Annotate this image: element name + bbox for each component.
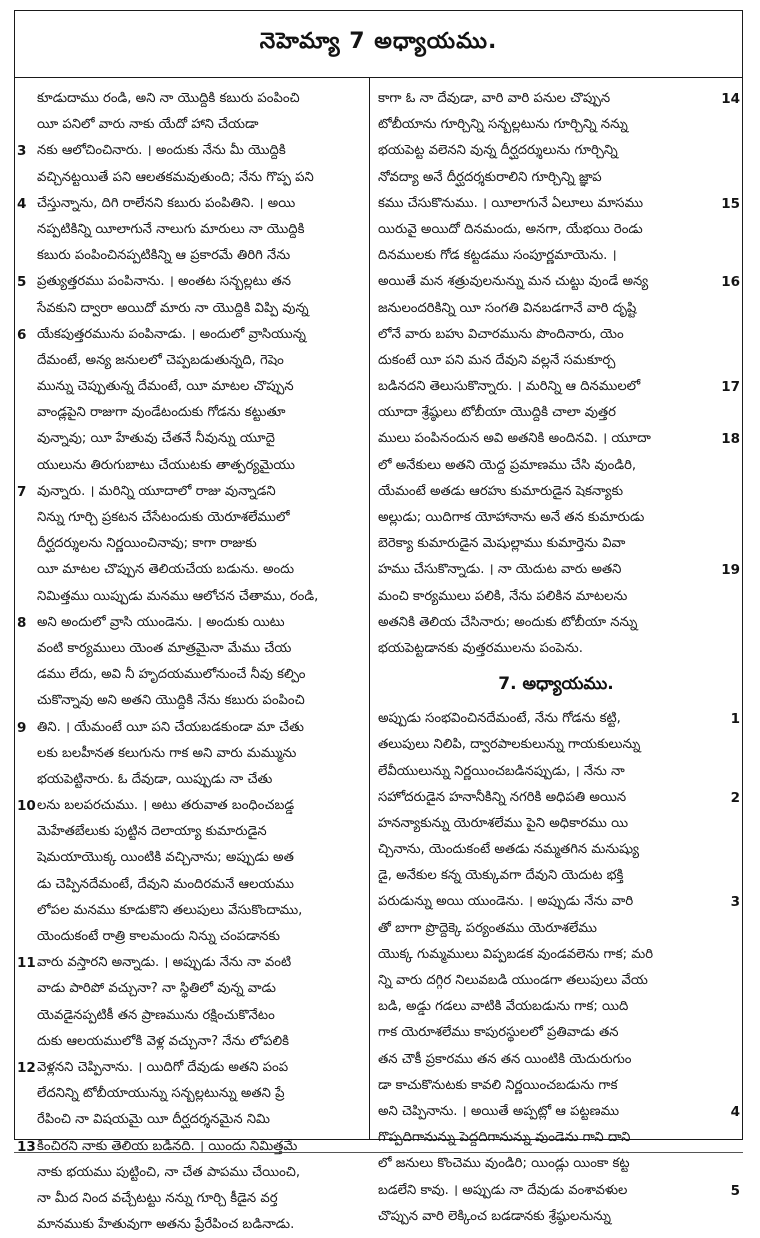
line-text: లోనే వారు బహు విచారమును పొందినారు, యెం xyxy=(378,326,624,342)
verse-number: 13 xyxy=(17,1138,36,1155)
right-column xyxy=(370,78,742,1224)
text-line xyxy=(370,732,742,758)
text-line xyxy=(370,322,742,348)
text-line xyxy=(370,811,742,837)
text-line xyxy=(370,706,742,732)
text-line xyxy=(370,1020,742,1046)
line-text: లో అనేకులు అతని యెద్ద ప్రమాణము చేసి వుండిరి, xyxy=(378,457,637,473)
text-line xyxy=(15,400,369,426)
text-line xyxy=(15,531,369,557)
text-line xyxy=(370,112,742,138)
text-line xyxy=(370,1073,742,1099)
line-text: బడినదని తెలుసుకొన్నారు. । మరిన్ని ఆ దినములలో xyxy=(378,379,641,395)
line-text: డము లేదు, అవి నీ హృదయములోనుంచే నీవు కల్పిం xyxy=(37,667,306,683)
verse-number: 5 xyxy=(730,1182,740,1199)
line-text: నకు ఆలోచించినారు. । అందుకు నేను మీ యొద్దికి xyxy=(37,143,286,159)
text-line xyxy=(15,793,369,819)
line-text: యెందుకంటే రాత్రి కాలమందు నిన్ను చంపడానకు xyxy=(37,929,280,944)
line-text: తో బాగా ప్రొద్దెక్కె పర్యంతము యెరూశలేము xyxy=(378,920,597,936)
text-line xyxy=(15,505,369,531)
line-text: బెరెక్యా కుమారుడైన మెషుల్లాము కుమార్తెను వివా xyxy=(378,536,626,552)
line-text: తలుపులు నిలిపి, ద్వారపాలకులున్ను గాయకులున్ను xyxy=(378,737,641,753)
text-line xyxy=(15,950,369,976)
text-line xyxy=(15,1107,369,1133)
verse-number: 3 xyxy=(730,894,740,911)
text-line xyxy=(370,1204,742,1230)
text-line xyxy=(370,531,742,557)
line-text: వారు వస్తారని అన్నాడు. । అప్పుడు నేను నా వంటి xyxy=(37,955,292,971)
text-line xyxy=(15,557,369,583)
text-line xyxy=(15,610,369,636)
line-text: లను బలపరచుము. । అటు తరువాత బంధించబడ్డ xyxy=(37,798,295,814)
text-line xyxy=(15,845,369,871)
text-line xyxy=(15,348,369,374)
text-line xyxy=(15,217,369,243)
line-text: సహోదరుడైన హనానీకిన్ని నగరికి అధిపతి అయిన xyxy=(378,789,627,805)
line-text: కబురు పంపించినప్పటికిన్ని ఆ ప్రకారమే తిరిగి నేను xyxy=(37,248,291,264)
text-line xyxy=(370,86,742,112)
text-line xyxy=(370,1047,742,1073)
text-line xyxy=(370,584,742,610)
line-text: లకు బలహీనత కలుగును గాక అని వారు మమ్మును xyxy=(37,745,297,761)
text-line xyxy=(15,688,369,714)
text-line xyxy=(15,453,369,479)
text-line xyxy=(15,1003,369,1029)
line-text: దేమంటే, అన్య జనులలో చెప్పబడుతున్నది, గెషెం xyxy=(37,352,284,368)
text-line xyxy=(370,479,742,505)
line-text: వంటి కార్యములు యెంత మాత్రమైనా మేము చేయ xyxy=(37,640,292,656)
line-text: అని చెప్పినాను. । అయితే అప్పట్లో ఆ పట్టణము xyxy=(378,1103,620,1119)
line-text: సేవకుని ద్వారా అయిదో మారు నా యొద్దికి విప్పి వున్న xyxy=(37,300,309,316)
text-line xyxy=(370,636,742,662)
line-text: చ్చినాను, యెందుకంటే అతడు నమ్మతగిన మనుష్యు xyxy=(378,842,640,858)
text-line xyxy=(15,296,369,322)
line-text: జనులందరికిన్ని యీ సంగతి వినబడగానే వారి దృష్టి xyxy=(378,300,637,316)
line-text: మంచి కార్యములు పలికి, నేను పలికిన మాటలను xyxy=(378,588,628,604)
text-line xyxy=(370,610,742,636)
text-line xyxy=(15,479,369,505)
chapter-6-continued xyxy=(370,86,742,662)
text-line xyxy=(15,374,369,400)
line-text: బడలేని కావు. । అప్పుడు నా దేవుడు వంశావళుల xyxy=(378,1182,628,1198)
text-line xyxy=(370,426,742,452)
line-text: దినములకు గోడ కట్టడము సంపూర్ణమాయెను. । xyxy=(378,248,617,264)
verse-number: 3 xyxy=(17,143,27,160)
text-line xyxy=(15,269,369,295)
line-text: భయపెట్ట వలెనని వున్న దీర్ఘదర్శులును గూర్చిన్ని xyxy=(378,143,618,159)
line-text: పరుడున్ను అయి యుండెను. । అప్పుడు నేను వారి xyxy=(378,894,634,910)
line-text: తిని. । యేమంటే యీ పని చేయబడకుండా మా చేతు xyxy=(37,719,304,735)
line-text: దీర్ఘదర్శులను నిర్ణయించినావు; కాగా రాజుకు xyxy=(37,536,257,552)
verse-number: 14 xyxy=(721,91,740,107)
text-line xyxy=(15,662,369,688)
text-line xyxy=(370,1151,742,1177)
text-line xyxy=(15,715,369,741)
line-text: కూడుదాము రండి, అని నా యొద్దికి కబురు పంపించి xyxy=(37,91,300,106)
text-line xyxy=(15,138,369,164)
line-text: హము చేసుకొన్నాడు. । నా యెదుట వారు అతని xyxy=(378,562,622,578)
text-line xyxy=(370,138,742,164)
line-text: యేకపుత్తరమును పంపినాడు. । అందులో వ్రాసియున్న xyxy=(37,326,306,342)
text-line xyxy=(370,505,742,531)
verse-number: 19 xyxy=(721,562,740,579)
line-text: చుకొన్నావు అని అతని యొద్దికి నేను కబురు పంపించి xyxy=(37,693,305,709)
text-line xyxy=(15,1186,369,1212)
line-text: వచ్చినట్టయితే పని ఆలతకమవుతుంది; నేను గొప్ప పని xyxy=(37,169,314,185)
line-text: షెమయాయొక్క యింటికి వచ్చినాను; అప్పుడు అత xyxy=(37,850,294,866)
text-line xyxy=(370,374,742,400)
line-text: యీ మాటల చొప్పున తెలియచేయ బడును. అందు xyxy=(37,562,295,578)
line-text: అప్పుడు సంభవించినదేమంటే, నేను గోడను కట్టి, xyxy=(378,711,621,727)
line-text: భయపెట్టినారు. ఓ దేవుడా, యిప్పుడు నా చేతు xyxy=(37,771,273,787)
line-text: గాక యెరూశలేము కాపురస్థులలో ప్రతివాడు తన xyxy=(378,1025,619,1041)
text-line xyxy=(15,165,369,191)
text-line xyxy=(15,1160,369,1186)
line-text: వున్నారు. । మరిన్ని యూదాలో రాజు వున్నాడని xyxy=(37,483,276,499)
line-text: లేదనిన్ని టోబీయాయున్ను సన్బల్లటున్ను అతని ప్రే xyxy=(37,1086,285,1102)
text-line xyxy=(370,863,742,889)
text-line xyxy=(15,1055,369,1081)
line-text: మానముకు హేతువుగా అతను ప్రేరేపించ బడినాడు. xyxy=(37,1217,295,1233)
line-text: నప్పటికిన్ని యీలాగునే నాలుగు మారులు నా యొద్దికి xyxy=(37,221,305,237)
text-line xyxy=(370,916,742,942)
chapter-heading: 7. అధ్యాయము. xyxy=(498,674,614,695)
line-text: యులును తిరుగుబాటు చేయుటకు తాత్పర్యమైయు xyxy=(37,457,295,473)
line-text: వెళ్లనని చెప్పినాను. । యిదిగో దేవుడు అతని పంప xyxy=(37,1059,289,1075)
text-line xyxy=(15,112,369,138)
line-text: చొప్పున వారి లెక్కించ బడడానకు శ్రేష్ఠులనున్ను xyxy=(378,1208,611,1224)
verse-number: 18 xyxy=(721,431,740,448)
line-text: వాడు పారిపో వచ్చునా? నా స్థితిలో వున్న వాడు xyxy=(37,981,276,997)
verse-number: 9 xyxy=(17,719,27,736)
text-line xyxy=(15,243,369,269)
text-line xyxy=(15,898,369,924)
line-text: డు చెప్పినదేమంటే, దేవుని మందిరమనే ఆలయము xyxy=(37,876,294,892)
text-line xyxy=(370,889,742,915)
text-line xyxy=(15,1029,369,1055)
verse-number: 5 xyxy=(17,274,27,291)
line-text: మెహేతబేలుకు పుట్టిన దెలాయ్యా కుమారుడైన xyxy=(37,824,267,840)
text-line xyxy=(370,348,742,374)
line-text: ప్రత్యుత్తరము పంపినాను. । అంతట సన్బల్లటు తన xyxy=(37,274,292,290)
text-line xyxy=(370,557,742,583)
verse-number: 4 xyxy=(730,1103,740,1120)
footer-rule xyxy=(14,1152,743,1153)
line-text: రేపించి నా విషయమై యీ దీర్ఘదర్శనమైన నిమి xyxy=(37,1112,270,1128)
verse-number: 17 xyxy=(721,379,740,396)
verse-number: 8 xyxy=(17,614,27,631)
line-text: యీ పనిలో వారు నాకు యేదో హాని చేయడా xyxy=(37,117,259,133)
text-line xyxy=(15,976,369,1002)
text-line xyxy=(15,636,369,662)
line-text: హనన్యాకున్ను యెరూశలేము పైని అధికారము యి xyxy=(378,815,629,831)
text-columns xyxy=(15,78,742,1233)
text-line xyxy=(15,872,369,898)
text-line xyxy=(370,994,742,1020)
verse-number: 7 xyxy=(17,483,27,500)
text-line xyxy=(370,1099,742,1125)
text-line xyxy=(15,1134,369,1160)
line-text: లో జనులు కొంచెము వుండిరి; యిండ్లు యింకా కట్ట xyxy=(378,1156,630,1172)
verse-number: 16 xyxy=(721,274,740,291)
text-line xyxy=(15,819,369,845)
verse-number: 2 xyxy=(730,789,740,806)
text-line xyxy=(370,759,742,785)
text-line xyxy=(15,322,369,348)
text-line xyxy=(370,837,742,863)
line-text: డై, అనేకుల కన్న యెక్కువగా దేవుని యెదుట భక్తి xyxy=(378,868,624,884)
line-text: భయపెట్టడానకు వుత్తరములను పంపెను. xyxy=(378,640,583,656)
scripture-page xyxy=(14,10,743,1233)
page-title: నెహెమ్యా 7 అధ్యాయము. xyxy=(259,29,498,54)
verse-number: 1 xyxy=(730,711,740,728)
line-text: యేమంటే అతడు ఆరహు కుమారుడైన షెకన్యాకు xyxy=(378,483,624,499)
line-text: వాండ్లపైని రాజుగా వుండేటందుకు గోడను కట్టుతూ xyxy=(37,405,286,421)
verse-number: 15 xyxy=(721,195,740,212)
line-text: లేవీయులున్ను నిర్ణయించబడినప్పుడు, । నేను నా xyxy=(378,763,625,779)
text-line xyxy=(370,968,742,994)
verse-number: 11 xyxy=(17,955,36,972)
text-line xyxy=(370,1125,742,1151)
line-text: మున్ను చెప్పుతున్న దేమంటే, యీ మాటల చొప్పున xyxy=(37,379,294,395)
line-text: లోపల మనము కూడుకొని తలుపులు వేసుకొందాము, xyxy=(37,902,303,918)
text-line xyxy=(370,400,742,426)
text-line xyxy=(15,86,369,112)
line-text: తన చౌకీ ప్రకారము తన తన యింటికి యెదురుగుం xyxy=(378,1051,632,1067)
text-line xyxy=(15,1212,369,1238)
text-line xyxy=(370,191,742,217)
line-text: యెవడైనప్పటికీ తన ప్రాణమును రక్షించుకొనేటం xyxy=(37,1007,275,1023)
line-text: బడి, అడ్డు గడలు వాటికి వేయబడును గాక; యిది xyxy=(378,999,629,1015)
text-line xyxy=(370,942,742,968)
text-line xyxy=(370,243,742,269)
line-text: చేస్తున్నాను, దిగి రాలేనని కబురు పంపితిని. । అయి xyxy=(37,195,296,211)
line-text: అయితే మన శత్రువులనున్ను మన చుట్టు వుండే అన్య xyxy=(378,274,649,290)
line-text: టోబీయాను గూర్చిన్ని సన్బల్లటును గూర్చిన్ని నన్ను xyxy=(378,117,628,133)
line-text: యొక్క గుమ్మములు విప్పబడక వుండవలెను గాక; మరి xyxy=(378,946,654,962)
text-line xyxy=(370,785,742,811)
text-line xyxy=(15,741,369,767)
line-text: అతనికి తెలియ చేసినారు; అందుకు టోబీయా నన్ను xyxy=(378,614,638,630)
verse-number: 4 xyxy=(17,195,27,212)
text-line xyxy=(15,584,369,610)
text-line xyxy=(15,1081,369,1107)
text-line xyxy=(370,296,742,322)
text-line xyxy=(15,924,369,950)
text-line xyxy=(370,1178,742,1204)
text-line xyxy=(370,165,742,191)
text-line xyxy=(15,767,369,793)
text-line xyxy=(15,426,369,452)
text-line xyxy=(370,269,742,295)
text-line xyxy=(15,191,369,217)
left-column xyxy=(15,78,370,1233)
verse-number: 10 xyxy=(17,798,36,815)
line-text: నా మీద నింద వచ్చేటట్టు నన్ను గూర్చి కీడైన వర్త xyxy=(37,1190,278,1206)
line-text: కము చేసుకొనుము. । యీలాగునే ఏలూలు మాసము xyxy=(378,195,644,211)
line-text: నిన్ను గూర్చి ప్రకటన చేసేటందుకు యెరూశలేములో xyxy=(37,510,290,525)
verse-number: 12 xyxy=(17,1059,36,1076)
line-text: దుకు ఆలయములోకి వెళ్ల వచ్చునా? నేను లోపలికి xyxy=(37,1033,290,1049)
text-line xyxy=(370,453,742,479)
text-line xyxy=(370,217,742,243)
line-text: యూదా శ్రేష్ఠులు టోబీయా యొద్దికి చాలా వుత్తర xyxy=(378,405,616,421)
line-text: డా కాచుకొనుటకు కావలి నిర్ణయించబడును గాక xyxy=(378,1077,618,1093)
line-text: యిరువై అయిదో దినమందు, అనగా, యేభయి రెండు xyxy=(378,221,643,237)
page-header xyxy=(15,11,742,78)
line-text: నోవద్యా అనే దీర్ఘదర్శకురాలిని గూర్చిన్ని జ్ఞాప xyxy=(378,169,602,185)
line-text: గొప్పదిగానున్ను పెద్దదిగానున్ను వుండెను గాని దాని xyxy=(378,1130,631,1146)
verse-number: 6 xyxy=(17,326,27,343)
line-text: న్ని వారు దగ్గిర నిలువబడి యుండగా తలుపులు వేయ xyxy=(378,973,648,988)
line-text: వున్నావు; యీ హేతువు చేతనే నీవున్ను యూదై xyxy=(37,431,275,447)
line-text: అల్లుడు; యిదిగాక యోహానాను అనే తన కుమారుడు xyxy=(378,510,645,525)
line-text: దుకంటే యీ పని మన దేవుని వల్లనే సమకూర్చ xyxy=(378,352,616,368)
line-text: నిమిత్తము యిప్పుడు మనము ఆలోచన చేతాము, రండి, xyxy=(37,588,319,604)
line-text: నాకు భయము పుట్టించి, నా చేత పాపము చేయించి, xyxy=(37,1164,301,1180)
line-text: అని అందులో వ్రాసి యుండెను. । అందుకు యిటు xyxy=(37,614,285,630)
line-text: కించిరని నాకు తెలియ బడినది. । యిందు నిమిత్తమే xyxy=(37,1138,298,1154)
line-text: కాగా ఓ నా దేవుడా, వారి వారి పనుల చొప్పున xyxy=(378,91,611,106)
line-text: ములు పంపినందున అవి అతనికి అందినవి. । యూదా xyxy=(378,431,651,447)
